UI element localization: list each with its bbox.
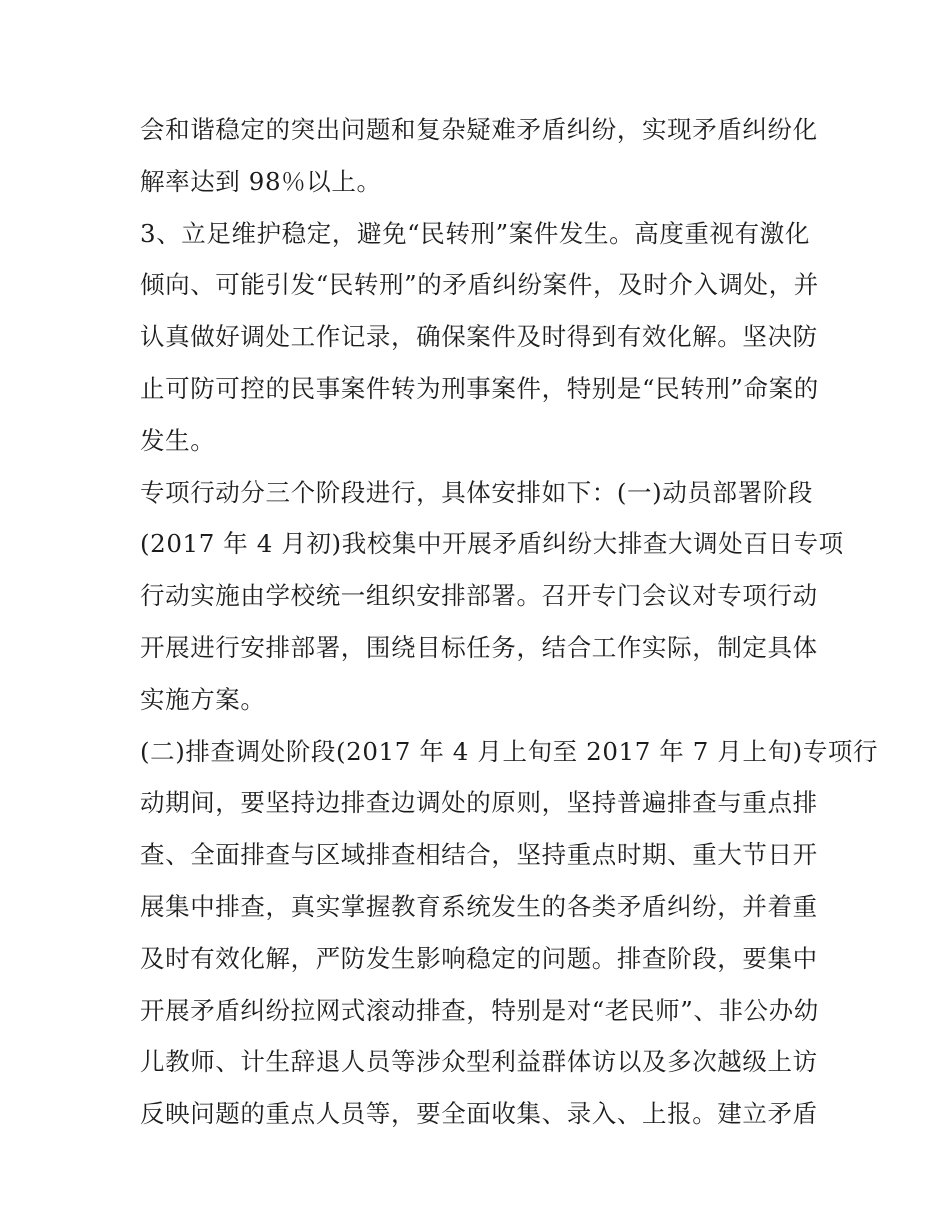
text-line: 认真做好调处工作记录，确保案件及时得到有效化解。坚决防 bbox=[140, 322, 818, 352]
document-body bbox=[140, 104, 879, 1140]
text-line: 会和谐稳定的突出问题和复杂疑难矛盾纠纷，实现矛盾纠纷化 bbox=[140, 115, 818, 144]
text-line: 解率达到 98％以上。 bbox=[140, 166, 382, 196]
text-line: 实施方案。 bbox=[140, 684, 266, 714]
text-line: 专项行动分三个阶段进行，具体安排如下：(一)动员部署阶段 bbox=[140, 477, 813, 507]
text-line: (二)排查调处阶段(2017 年 4 月上旬至 2017 年 7 月上旬)专项行 bbox=[140, 736, 879, 766]
text-line: 儿教师、计生辞退人员等涉众型利益群体访以及多次越级上访 bbox=[140, 1047, 818, 1077]
text-line: 反映问题的重点人员等，要全面收集、录入、上报。建立矛盾 bbox=[140, 1099, 818, 1129]
text-line: 查、全面排查与区域排查相结合，坚持重点时期、重大节日开 bbox=[140, 840, 818, 870]
text-line: 发生。 bbox=[140, 425, 216, 455]
text-line: 3、立足维护稳定，避免“民转刑”案件发生。高度重视有激化 bbox=[140, 218, 810, 248]
text-line: 开展进行安排部署，围绕目标任务，结合工作实际，制定具体 bbox=[140, 632, 818, 662]
text-line: 行动实施由学校统一组织安排部署。召开专门会议对专项行动 bbox=[140, 581, 818, 611]
text-line: (2017 年 4 月初)我校集中开展矛盾纠纷大排查大调处百日专项 bbox=[140, 529, 844, 559]
text-line: 及时有效化解，严防发生影响稳定的问题。排查阶段，要集中 bbox=[140, 943, 818, 973]
text-line: 开展矛盾纠纷拉网式滚动排查，特别是对“老民师”、非公办幼 bbox=[140, 995, 819, 1025]
text-line: 倾向、可能引发“民转刑”的矛盾纠纷案件，及时介入调处，并 bbox=[140, 270, 819, 300]
text-line: 展集中排查，真实掌握教育系统发生的各类矛盾纠纷，并着重 bbox=[140, 891, 818, 921]
text-line: 止可防可控的民事案件转为刑事案件，特别是“民转刑”命案的 bbox=[140, 373, 819, 403]
text-line: 动期间，要坚持边排查边调处的原则，坚持普遍排查与重点排 bbox=[140, 788, 818, 818]
